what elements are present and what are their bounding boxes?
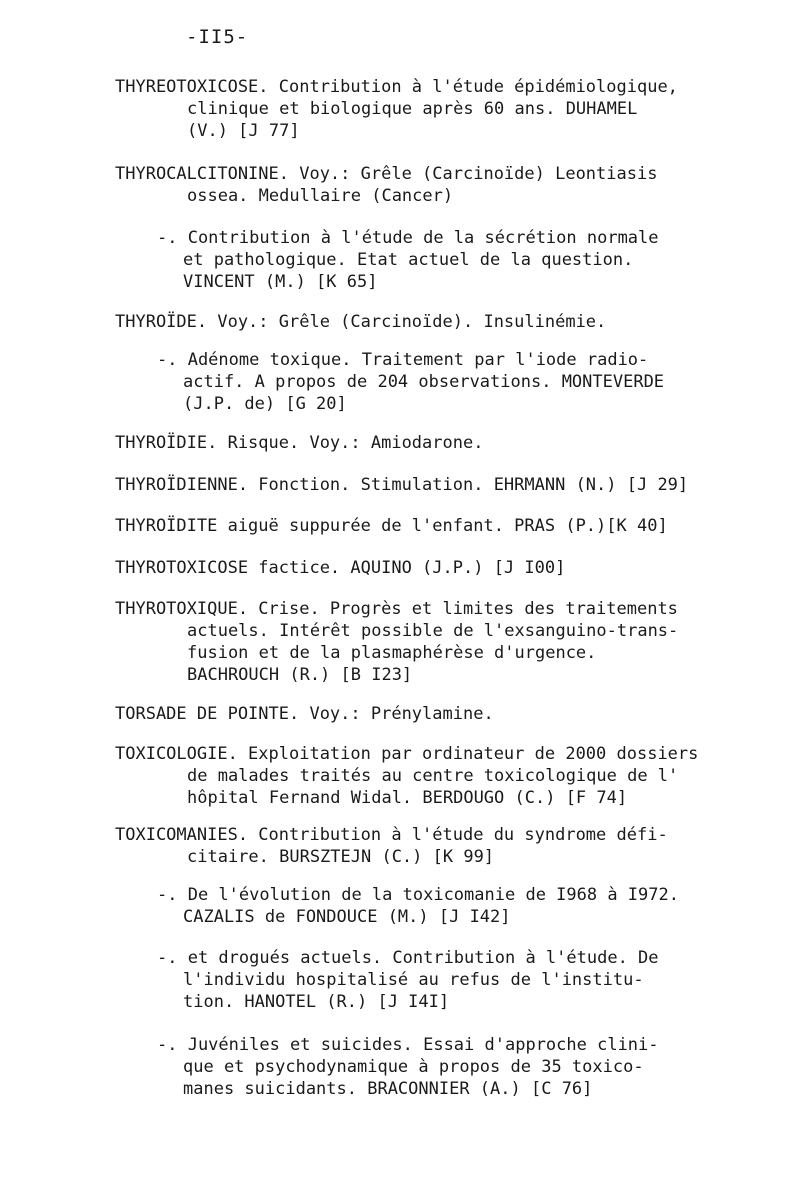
entry-line: THYROÏDITE aiguë suppurée de l'enfant. PRAS (P.)[K 40] <box>115 516 668 536</box>
entry-line: ossea. Medullaire (Cancer) <box>187 186 454 206</box>
entry-line: (V.) [J 77] <box>187 121 300 141</box>
entry-line: citaire. BURSZTEJN (C.) [K 99] <box>187 847 495 867</box>
entry-line: BACHROUCH (R.) [B I23] <box>187 665 413 685</box>
entry-line: clinique et biologique après 60 ans. DUHAMEL <box>187 99 638 119</box>
index-entry-thyroide <box>115 311 606 333</box>
index-entry-toxicologie <box>115 743 698 809</box>
entry-line: tion. HANOTEL (R.) [J I4I] <box>183 992 450 1012</box>
index-entry-thyrotoxicose <box>115 557 565 579</box>
entry-line: THYROTOXIQUE. Crise. Progrès et limites des traitements <box>115 599 678 619</box>
entry-line: THYREOTOXICOSE. Contribution à l'étude épidémiologique, <box>115 77 678 97</box>
entry-line: CAZALIS de FONDOUCE (M.) [J I42] <box>183 907 511 927</box>
index-subentry-thyrocalcitonine <box>157 227 659 293</box>
entry-line: -. De l'évolution de la toxicomanie de I968 à I972. <box>157 885 679 905</box>
entry-line: de malades traités au centre toxicologique de l' <box>187 766 679 786</box>
index-entry-thyreotoxicose <box>115 76 678 142</box>
entry-line: THYROÏDIE. Risque. Voy.: Amiodarone. <box>115 433 484 453</box>
entry-line: manes suicidants. BRACONNIER (A.) [C 76] <box>183 1079 593 1099</box>
index-entry-torsade-de-pointe <box>115 703 494 725</box>
entry-line: VINCENT (M.) [K 65] <box>183 272 378 292</box>
index-subentry-toxicomanie-drogues <box>157 947 659 1013</box>
index-subentry-toxicomanie-juveniles <box>157 1034 659 1100</box>
entry-line: (J.P. de) [G 20] <box>183 394 347 414</box>
index-subentry-thyroide <box>157 349 664 415</box>
entry-line: TORSADE DE POINTE. Voy.: Prénylamine. <box>115 704 494 724</box>
entry-line: THYROTOXICOSE factice. AQUINO (J.P.) [J I00] <box>115 558 566 578</box>
entry-line: fusion et de la plasmaphérèse d'urgence. <box>187 643 597 663</box>
entry-line: THYROCALCITONINE. Voy.: Grêle (Carcinoïde) Leontiasis <box>115 164 658 184</box>
index-entry-thyroidienne <box>115 474 688 496</box>
entry-line: actif. A propos de 204 observations. MONTEVERDE <box>183 372 665 392</box>
index-entry-toxicomanies <box>115 824 668 868</box>
entry-line: que et psychodynamique à propos de 35 toxico- <box>183 1057 644 1077</box>
index-entry-thyrocalcitonine <box>115 163 657 207</box>
entry-line: THYROÏDE. Voy.: Grêle (Carcinoïde). Insulinémie. <box>115 312 607 332</box>
entry-line: et pathologique. Etat actuel de la question. <box>183 250 634 270</box>
entry-line: l'individu hospitalisé au refus de l'institu- <box>183 970 644 990</box>
page-number: -II5- <box>186 26 249 48</box>
index-entry-thyroidite <box>115 515 668 537</box>
entry-line: -. et drogués actuels. Contribution à l'étude. De <box>157 948 659 968</box>
index-entry-thyrotoxique <box>115 598 678 686</box>
entry-line: -. Adénome toxique. Traitement par l'iode radio- <box>157 350 649 370</box>
entry-line: THYROÏDIENNE. Fonction. Stimulation. EHRMANN (N.) [J 29] <box>115 475 689 495</box>
entry-line: -. Contribution à l'étude de la sécrétion normale <box>157 228 659 248</box>
entry-line: hôpital Fernand Widal. BERDOUGO (C.) [F 74] <box>187 788 628 808</box>
entry-line: TOXICOMANIES. Contribution à l'étude du syndrome défi- <box>115 825 668 845</box>
index-entry-thyroidie <box>115 432 483 454</box>
entry-line: -. Juvéniles et suicides. Essai d'approche clini- <box>157 1035 659 1055</box>
entry-line: TOXICOLOGIE. Exploitation par ordinateur de 2000 dossiers <box>115 744 699 764</box>
entry-line: actuels. Intérêt possible de l'exsanguino-trans- <box>187 621 679 641</box>
index-subentry-toxicomanie-evolution <box>157 884 679 928</box>
